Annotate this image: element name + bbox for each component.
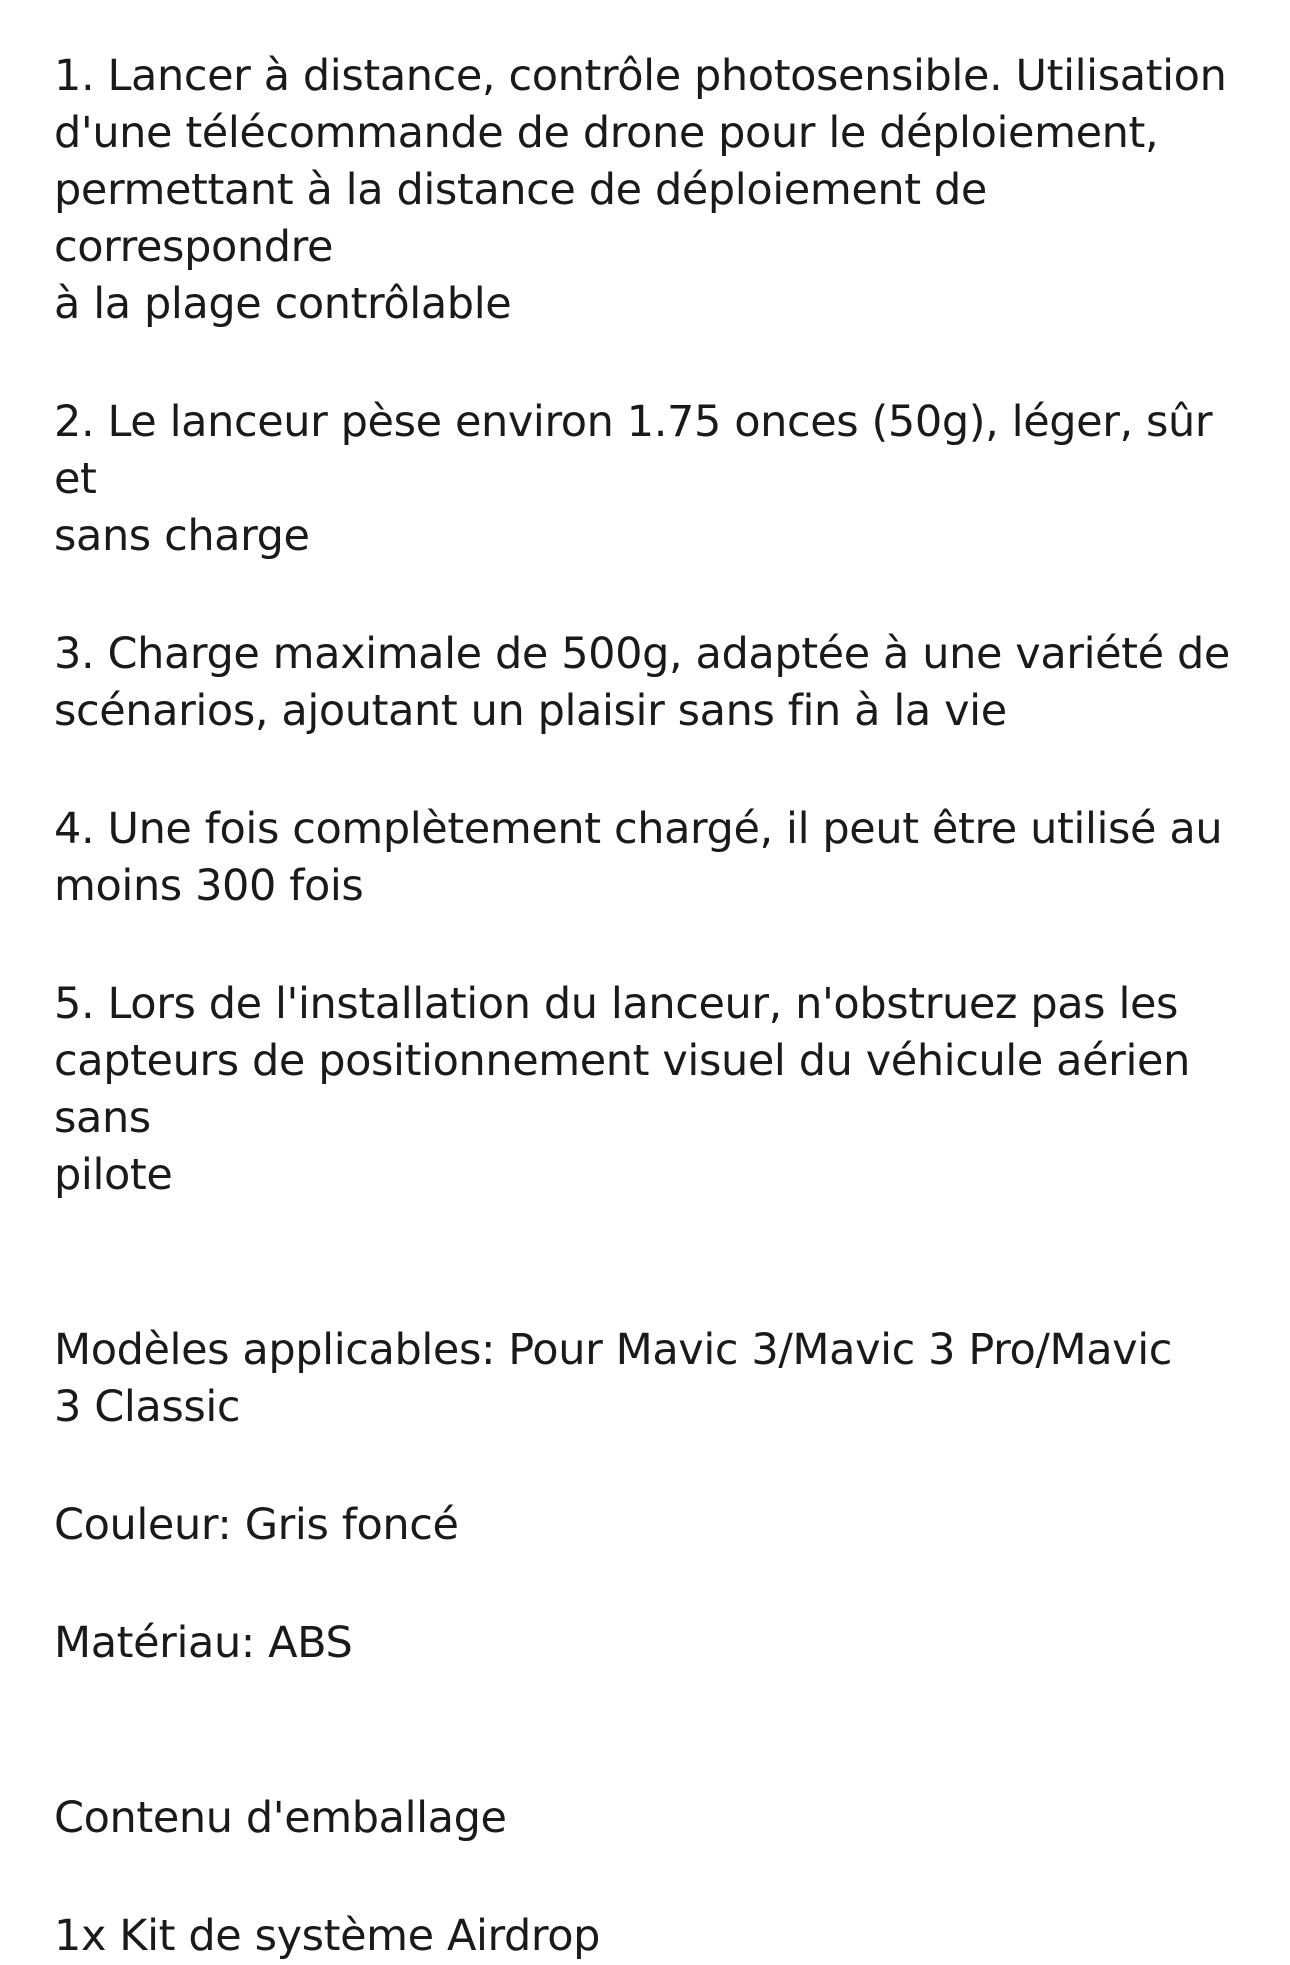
feature-2: 2. Le lanceur pèse environ 1.75 onces (50g), léger, sûr et sans charge bbox=[54, 397, 1213, 561]
spacer bbox=[54, 1436, 1254, 1497]
spacer bbox=[54, 1554, 1254, 1615]
spec-material: Matériau: ABS bbox=[54, 1618, 353, 1668]
spacer bbox=[54, 565, 1254, 626]
feature-3: 3. Charge maximale de 500g, adaptée à une variété de scénarios, ajoutant un plaisir sans fin à la vie bbox=[54, 629, 1230, 736]
product-description bbox=[54, 48, 1254, 1965]
spacer bbox=[54, 1672, 1254, 1790]
spec-color: Couleur: Gris foncé bbox=[54, 1500, 459, 1550]
spacer bbox=[54, 915, 1254, 976]
spec-models: Modèles applicables: Pour Mavic 3/Mavic 3 Pro/Mavic 3 Classic bbox=[54, 1325, 1172, 1432]
spacer bbox=[54, 740, 1254, 801]
feature-4: 4. Une fois complètement chargé, il peut être utilisé au moins 300 fois bbox=[54, 804, 1223, 911]
feature-1: 1. Lancer à distance, contrôle photosensible. Utilisation d'une télécommande de drone pour le déploiement, permettant à la distance de déploiement de correspondre à la plage contrôlable bbox=[54, 51, 1227, 329]
feature-5: 5. Lors de l'installation du lanceur, n'obstruez pas les capteurs de positionnement visuel du véhicule aérien sans pilote bbox=[54, 979, 1190, 1200]
spacer bbox=[54, 333, 1254, 394]
spacer bbox=[54, 1204, 1254, 1322]
package-item: 1x Kit de système Airdrop bbox=[54, 1911, 601, 1961]
package-heading: Contenu d'emballage bbox=[54, 1793, 507, 1843]
spacer bbox=[54, 1847, 1254, 1908]
